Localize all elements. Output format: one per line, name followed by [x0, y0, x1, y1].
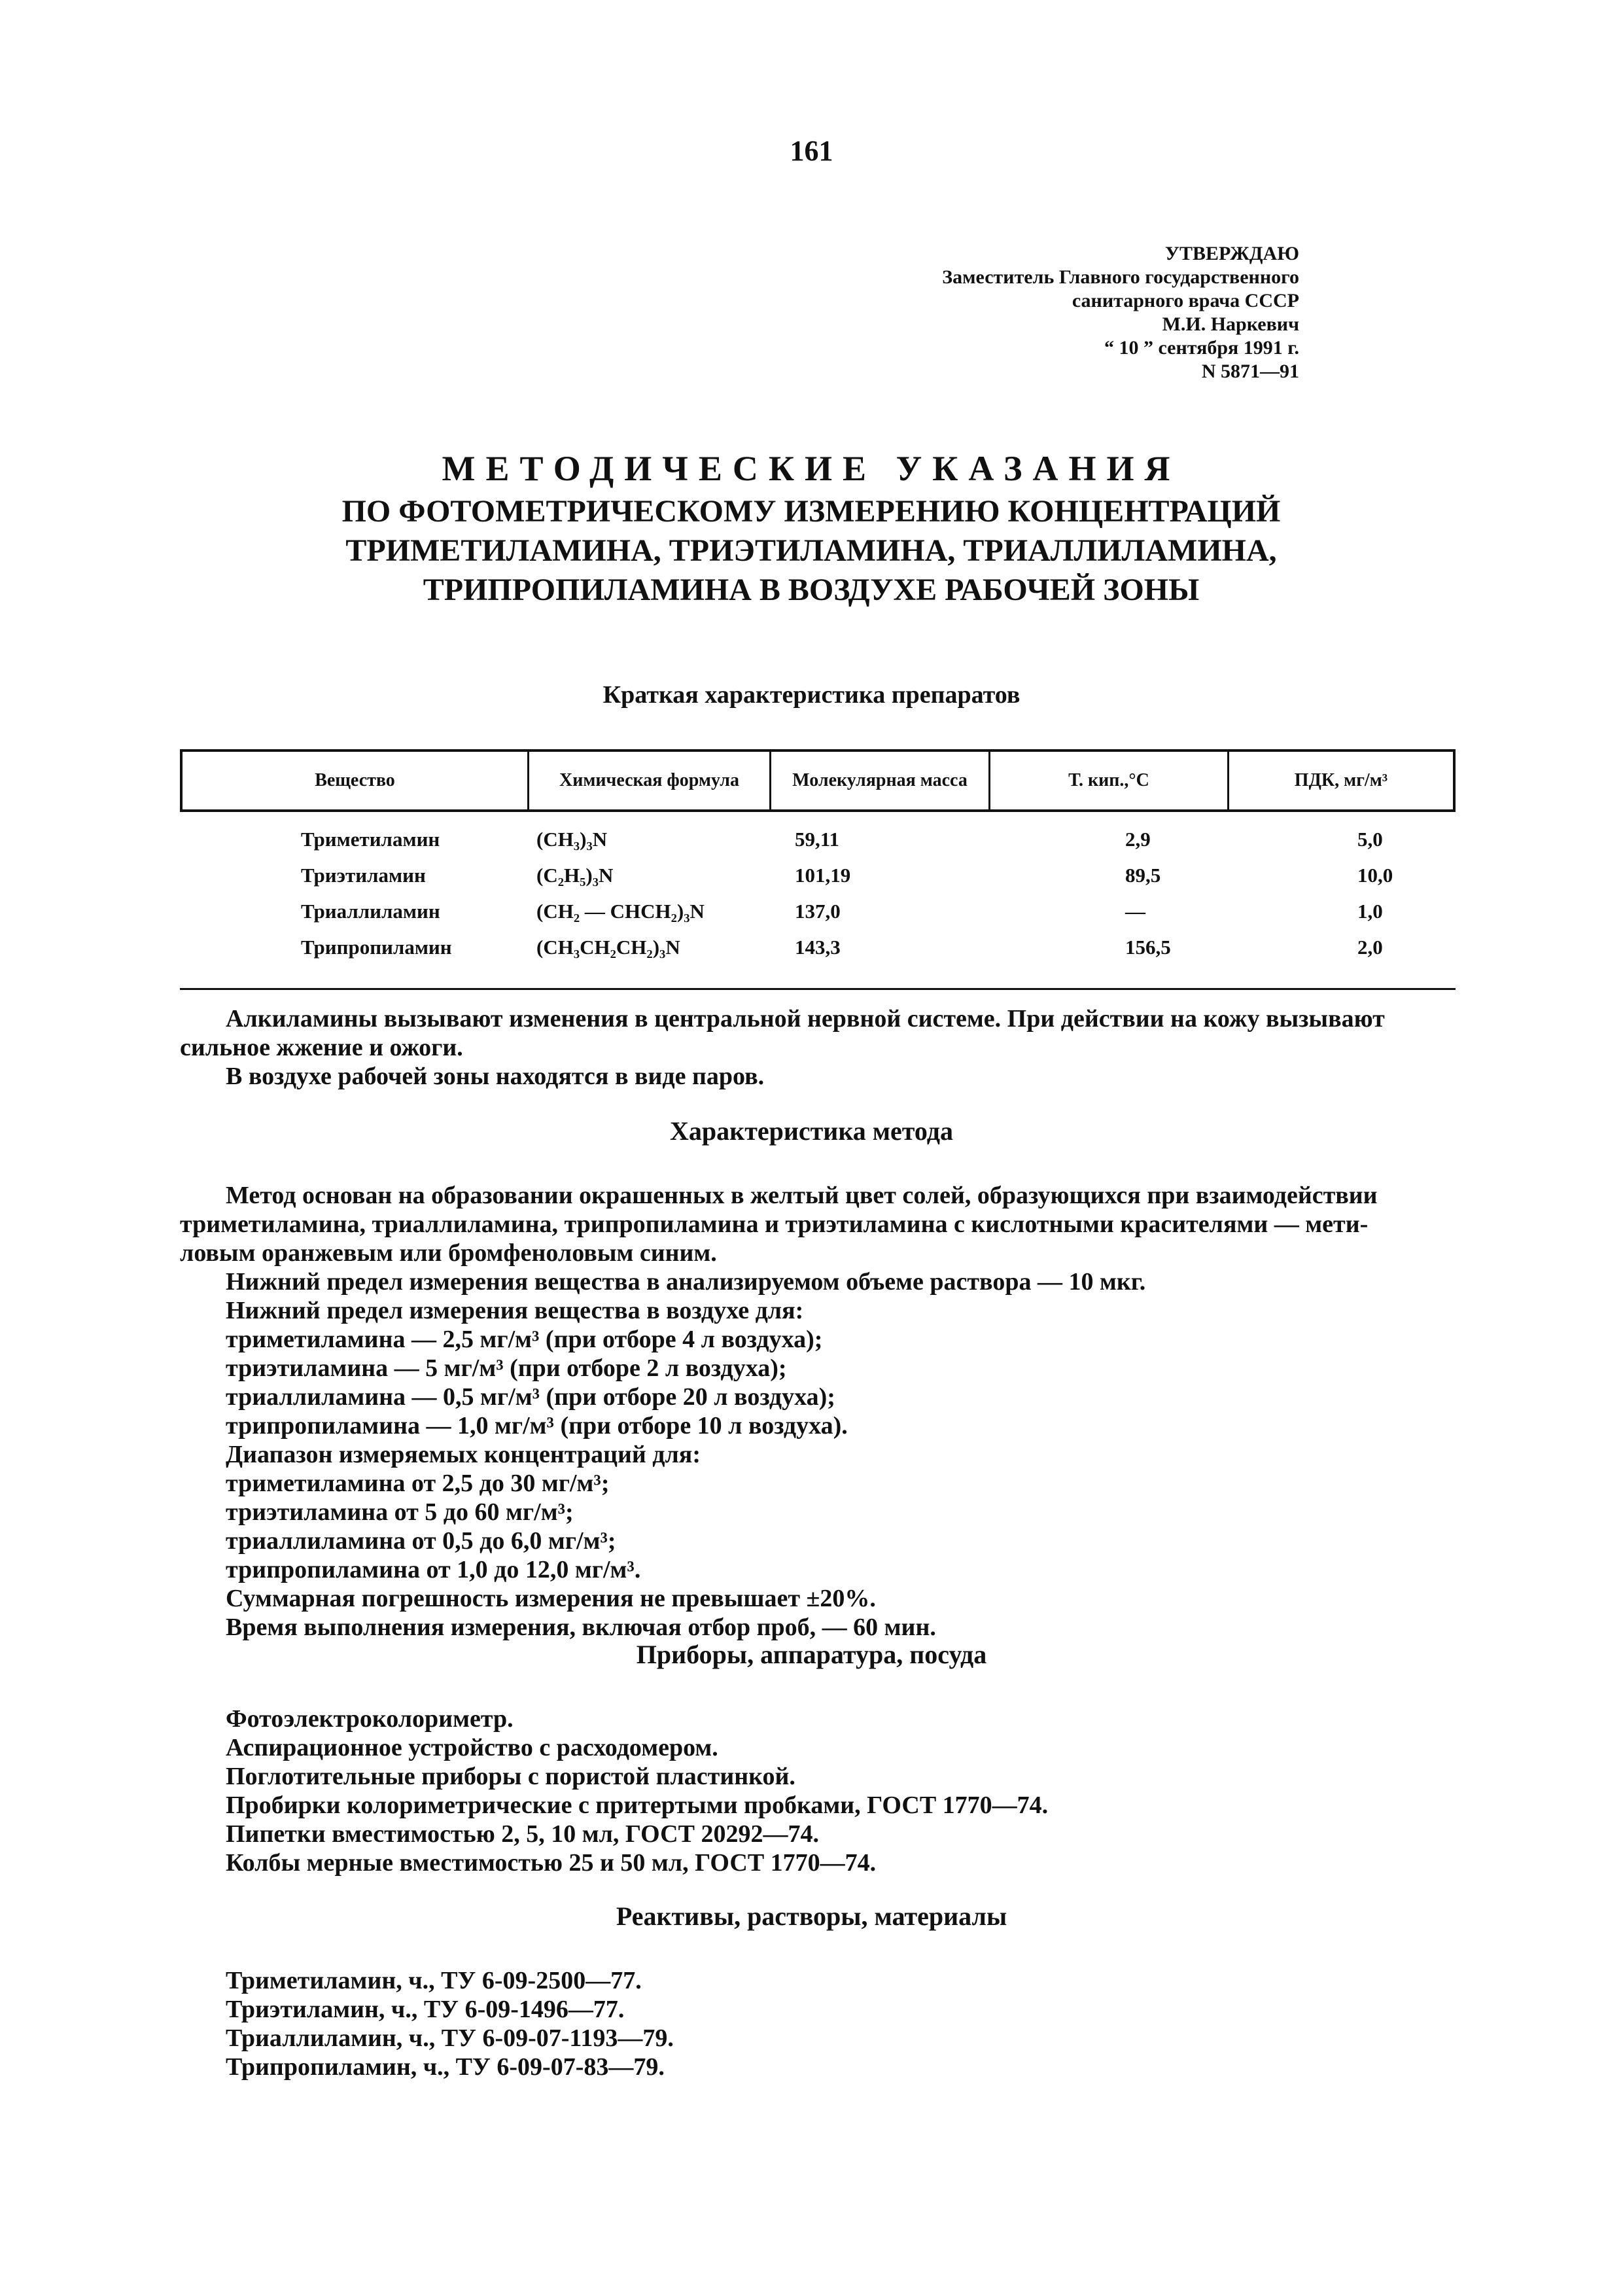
table-cell: 59,11	[795, 827, 840, 851]
text-line: Метод основан на образовании окрашенных в желтый цвет солей, образующихся при взаимодействии	[226, 1182, 1378, 1209]
text-line: ловым оранжевым или бромфеноловым синим.	[180, 1239, 717, 1267]
table-row	[180, 929, 1456, 965]
section-heading-reagents: Реактивы, растворы, материалы	[616, 1901, 1007, 1931]
title-line: МЕТОДИЧЕСКИЕ УКАЗАНИЯ	[442, 449, 1181, 488]
text-line: В воздухе рабочей зоны находятся в виде паров.	[226, 1063, 765, 1090]
table-cell: 89,5	[1125, 863, 1161, 887]
text-line: Время выполнения измерения, включая отбор проб, — 60 мин.	[226, 1614, 936, 1641]
text-line: триаллиламина — 0,5 мг/м³ (при отборе 20 л воздуха);	[226, 1383, 835, 1411]
text-line: триметиламина, триаллиламина, трипропиламина и триэтиламина с кислотными красителями — мети-	[180, 1210, 1369, 1238]
table-cell: 101,19	[795, 863, 851, 887]
text-line: триметиламина — 2,5 мг/м³ (при отборе 4 л воздуха);	[226, 1326, 823, 1353]
approval-line: Заместитель Главного государственного	[942, 266, 1299, 288]
column-header: Вещество	[183, 752, 529, 809]
intro-paragraph	[180, 1004, 1456, 1091]
table-cell: Триметиламин	[301, 827, 440, 851]
text-line: трипропиламина — 1,0 мг/м³ (при отборе 10 л воздуха).	[226, 1412, 848, 1439]
table-cell: (CH₃)₃N	[536, 827, 608, 851]
table-cell: 1,0	[1357, 899, 1383, 923]
table-bottom-rule	[180, 988, 1456, 990]
section-heading-equipment: Приборы, аппаратура, посуда	[636, 1640, 987, 1669]
table-row	[180, 893, 1456, 929]
text-line: Диапазон измеряемых концентраций для:	[226, 1441, 701, 1468]
text-line: триметиламина от 2,5 до 30 мг/м³;	[226, 1470, 610, 1497]
list-item: Колбы мерные вместимостью 25 и 50 мл, ГОСТ 1770—74.	[226, 1849, 877, 1877]
list-item: Пипетки вместимостью 2, 5, 10 мл, ГОСТ 20292—74.	[226, 1820, 819, 1848]
table-cell: (CH₃CH₂CH₂)₃N	[536, 935, 680, 959]
text-line: трипропиламина от 1,0 до 12,0 мг/м³.	[226, 1556, 641, 1583]
equipment-list	[226, 1704, 1456, 1877]
table-row	[180, 857, 1456, 893]
list-item: Триметиламин, ч., ТУ 6-09-2500—77.	[226, 1967, 642, 1994]
table-header	[180, 749, 1456, 812]
text-line: триаллиламина от 0,5 до 6,0 мг/м³;	[226, 1527, 616, 1555]
text-line: Нижний предел измерения вещества в воздухе для:	[226, 1297, 804, 1324]
table-cell: 156,5	[1125, 935, 1171, 959]
column-header: ПДК, мг/м³	[1294, 770, 1388, 790]
table-cell: (CH₂ — CHCH₂)₃N	[536, 899, 705, 923]
title-line: ТРИПРОПИЛАМИНА В ВОЗДУХЕ РАБОЧЕЙ ЗОНЫ	[423, 573, 1200, 607]
approval-line: М.И. Наркевич	[1162, 313, 1299, 335]
table-cell: 2,9	[1125, 827, 1151, 851]
table-cell: 10,0	[1357, 863, 1393, 887]
table-cell: Триэтиламин	[301, 863, 426, 887]
list-item: Трипропиламин, ч., ТУ 6-09-07-83—79.	[226, 2053, 665, 2081]
approval-line: “ 10 ” сентября 1991 г.	[1104, 337, 1299, 359]
column-header: Молекулярная масса	[771, 752, 990, 809]
column-header: Т. кип.,°С	[990, 752, 1229, 809]
section-heading-method: Характеристика метода	[670, 1116, 953, 1146]
list-item: Пробирки колориметрические с притертыми пробками, ГОСТ 1770—74.	[226, 1792, 1049, 1819]
text-line: триэтиламина от 5 до 60 мг/м³;	[226, 1498, 574, 1526]
page-number: 161	[790, 135, 833, 167]
table-cell: 143,3	[795, 935, 841, 959]
list-item: Триэтиламин, ч., ТУ 6-09-1496—77.	[226, 1996, 625, 2023]
table-cell: —	[1125, 899, 1145, 923]
table-row	[180, 821, 1456, 857]
table-body	[180, 821, 1456, 965]
reagents-list	[226, 1966, 1456, 2081]
table-cell: Триаллиламин	[301, 899, 440, 923]
text-line: Суммарная погрешность измерения не превышает ±20%.	[226, 1585, 876, 1612]
text-line: Алкиламины вызывают изменения в центральной нервной системе. При действии на кожу вызывают	[226, 1005, 1385, 1033]
document-title	[196, 445, 1426, 610]
approval-block	[942, 242, 1299, 383]
table-cell: Трипропиламин	[301, 935, 452, 959]
table-cell: 137,0	[795, 899, 841, 923]
approval-line: санитарного врача СССР	[1072, 290, 1299, 311]
text-line: Нижний предел измерения вещества в анализируемом объеме раствора — 10 мкг.	[226, 1268, 1146, 1296]
list-item: Триаллиламин, ч., ТУ 6-09-07-1193—79.	[226, 2024, 674, 2052]
title-line: ПО ФОТОМЕТРИЧЕСКОМУ ИЗМЕРЕНИЮ КОНЦЕНТРАЦИЙ	[341, 494, 1281, 529]
list-item: Аспирационное устройство с расходомером.	[226, 1734, 718, 1761]
method-paragraph	[180, 1181, 1456, 1642]
text-line: триэтиламина — 5 мг/м³ (при отборе 2 л воздуха);	[226, 1354, 787, 1382]
table-cell: (C₂H₅)₃N	[536, 863, 614, 887]
text-line: сильное жжение и ожоги.	[180, 1034, 463, 1061]
table-cell: 2,0	[1357, 935, 1383, 959]
title-line: ТРИМЕТИЛАМИНА, ТРИЭТИЛАМИНА, ТРИАЛЛИЛАМИНА,	[345, 533, 1277, 568]
approval-line: N 5871—91	[1201, 361, 1299, 382]
approval-line: УТВЕРЖДАЮ	[1164, 243, 1299, 264]
table-cell: 5,0	[1357, 827, 1383, 851]
table-caption: Краткая характеристика препаратов	[602, 681, 1021, 709]
column-header: Химическая формула	[529, 752, 771, 809]
list-item: Поглотительные приборы с пористой пластинкой.	[226, 1763, 795, 1790]
list-item: Фотоэлектроколориметр.	[226, 1705, 514, 1733]
